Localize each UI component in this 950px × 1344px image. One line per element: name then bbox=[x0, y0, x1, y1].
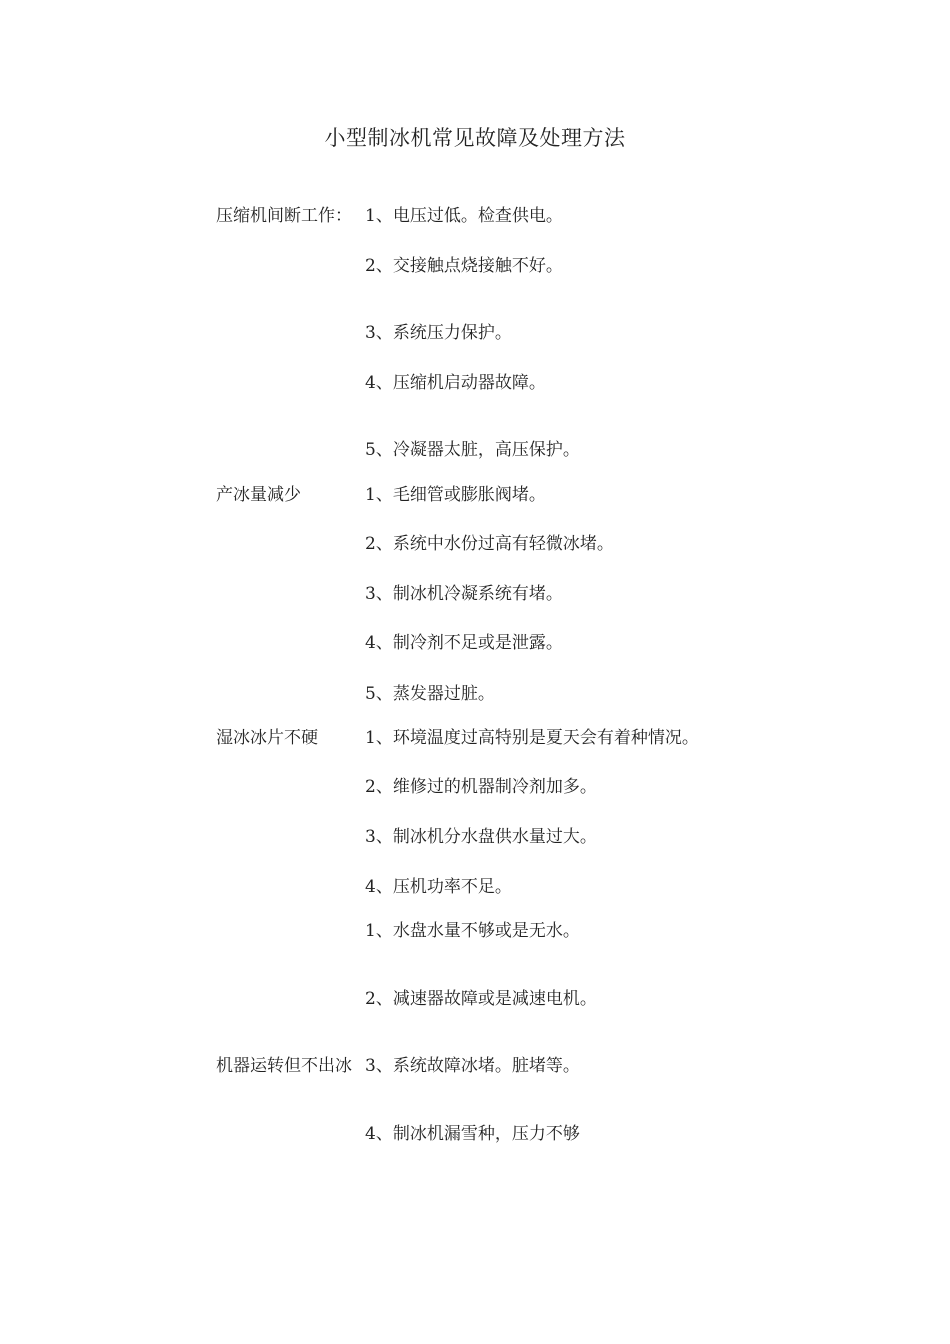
list-item: 3、系统故障冰堵。脏堵等。 bbox=[365, 1056, 580, 1076]
section-label-wet-soft-ice: 湿冰冰片不硬 bbox=[216, 728, 318, 748]
list-item: 4、制冷剂不足或是泄露。 bbox=[365, 633, 563, 653]
list-item: 4、制冰机漏雪种，压力不够 bbox=[365, 1124, 580, 1144]
list-item: 3、制冰机分水盘供水量过大。 bbox=[365, 827, 597, 847]
list-item: 5、蒸发器过脏。 bbox=[365, 684, 495, 704]
list-item: 1、毛细管或膨胀阀堵。 bbox=[365, 485, 546, 505]
list-item: 2、交接触点烧接触不好。 bbox=[365, 256, 563, 276]
list-item: 1、水盘水量不够或是无水。 bbox=[365, 921, 580, 941]
list-item: 2、系统中水份过高有轻微冰堵。 bbox=[365, 534, 614, 554]
section-label-compressor-intermittent: 压缩机间断工作： bbox=[216, 206, 352, 226]
list-item: 2、维修过的机器制冷剂加多。 bbox=[365, 777, 597, 797]
section-label-ice-output-reduced: 产冰量减少 bbox=[216, 485, 301, 505]
document-title: 小型制冰机常见故障及处理方法 bbox=[324, 126, 626, 150]
list-item: 1、环境温度过高特别是夏天会有着种情况。 bbox=[365, 728, 699, 748]
section-label-running-no-ice: 机器运转但不出冰 bbox=[216, 1056, 352, 1076]
list-item: 1、电压过低。检查供电。 bbox=[365, 206, 563, 226]
list-item: 2、减速器故障或是减速电机。 bbox=[365, 989, 597, 1009]
list-item: 5、冷凝器太脏，高压保护。 bbox=[365, 440, 580, 460]
list-item: 3、制冰机冷凝系统有堵。 bbox=[365, 584, 563, 604]
list-item: 4、压缩机启动器故障。 bbox=[365, 373, 546, 393]
list-item: 3、系统压力保护。 bbox=[365, 323, 512, 343]
list-item: 4、压机功率不足。 bbox=[365, 877, 512, 897]
